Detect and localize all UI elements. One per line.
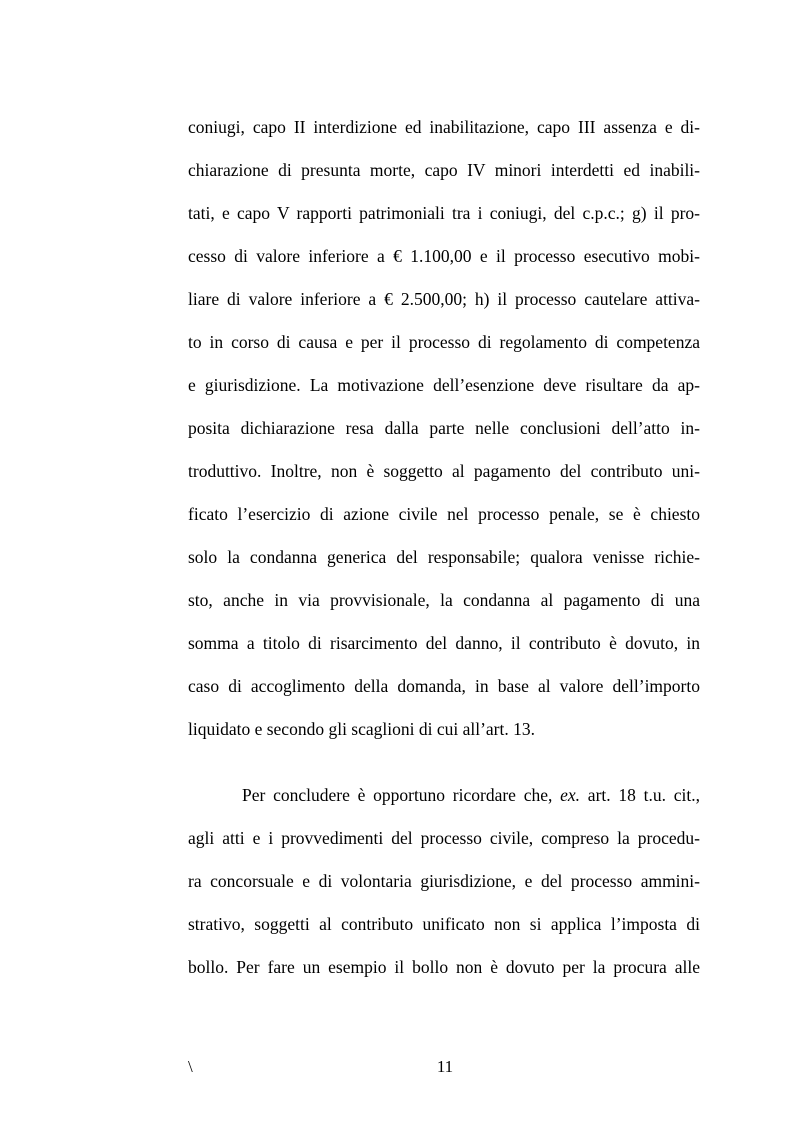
text-line: ra concorsuale e di volontaria giurisdizione, e del processo ammini- <box>188 871 700 891</box>
text-segment: Per concludere è opportuno ricordare che, <box>242 785 561 805</box>
text-line: to in corso di causa e per il processo di regolamento di competenza <box>188 332 700 352</box>
text-line: strativo, soggetti al contributo unificato non si applica l’imposta di <box>188 914 700 934</box>
text-line-first <box>188 774 700 817</box>
text-line: bollo. Per fare un esempio il bollo non è dovuto per la procura alle <box>188 957 700 977</box>
page-number: 11 <box>436 1057 454 1076</box>
text-line: ficato l’esercizio di azione civile nel processo penale, se è chiesto <box>188 504 700 524</box>
text-line: solo la condanna generica del responsabile; qualora venisse richie- <box>188 547 700 567</box>
text-line: tati, e capo V rapporti patrimoniali tra i coniugi, del c.p.c.; g) il pro- <box>188 203 700 223</box>
text-line: liare di valore inferiore a € 2.500,00; h) il processo cautelare attiva- <box>188 289 700 309</box>
text-line: somma a titolo di risarcimento del danno, il contributo è dovuto, in <box>188 633 700 653</box>
text-line: cesso di valore inferiore a € 1.100,00 e il processo esecutivo mobi- <box>188 246 700 266</box>
text-line: posita dichiarazione resa dalla parte nelle conclusioni dell’atto in- <box>188 418 700 438</box>
text-line: liquidato e secondo gli scaglioni di cui all’art. 13. <box>188 719 536 739</box>
text-line: agli atti e i provvedimenti del processo civile, compreso la procedu- <box>188 828 700 848</box>
text-line: chiarazione di presunta morte, capo IV minori interdetti ed inabili- <box>188 160 700 180</box>
text-line: e giurisdizione. La motivazione dell’esenzione deve risultare da ap- <box>188 375 700 395</box>
paragraph-2 <box>188 774 700 989</box>
text-line: troduttivo. Inoltre, non è soggetto al pagamento del contributo uni- <box>188 461 700 481</box>
paragraph-1 <box>188 106 700 751</box>
footer-mark: \ <box>188 1057 193 1076</box>
text-line: coniugi, capo II interdizione ed inabilitazione, capo III assenza e di- <box>188 117 700 137</box>
italic-term: ex. <box>560 785 581 805</box>
text-line: caso di accoglimento della domanda, in base al valore dell’importo <box>188 676 700 696</box>
text-segment: art. 18 t.u. cit., <box>580 785 700 805</box>
text-line: sto, anche in via provvisionale, la condanna al pagamento di una <box>188 590 700 610</box>
